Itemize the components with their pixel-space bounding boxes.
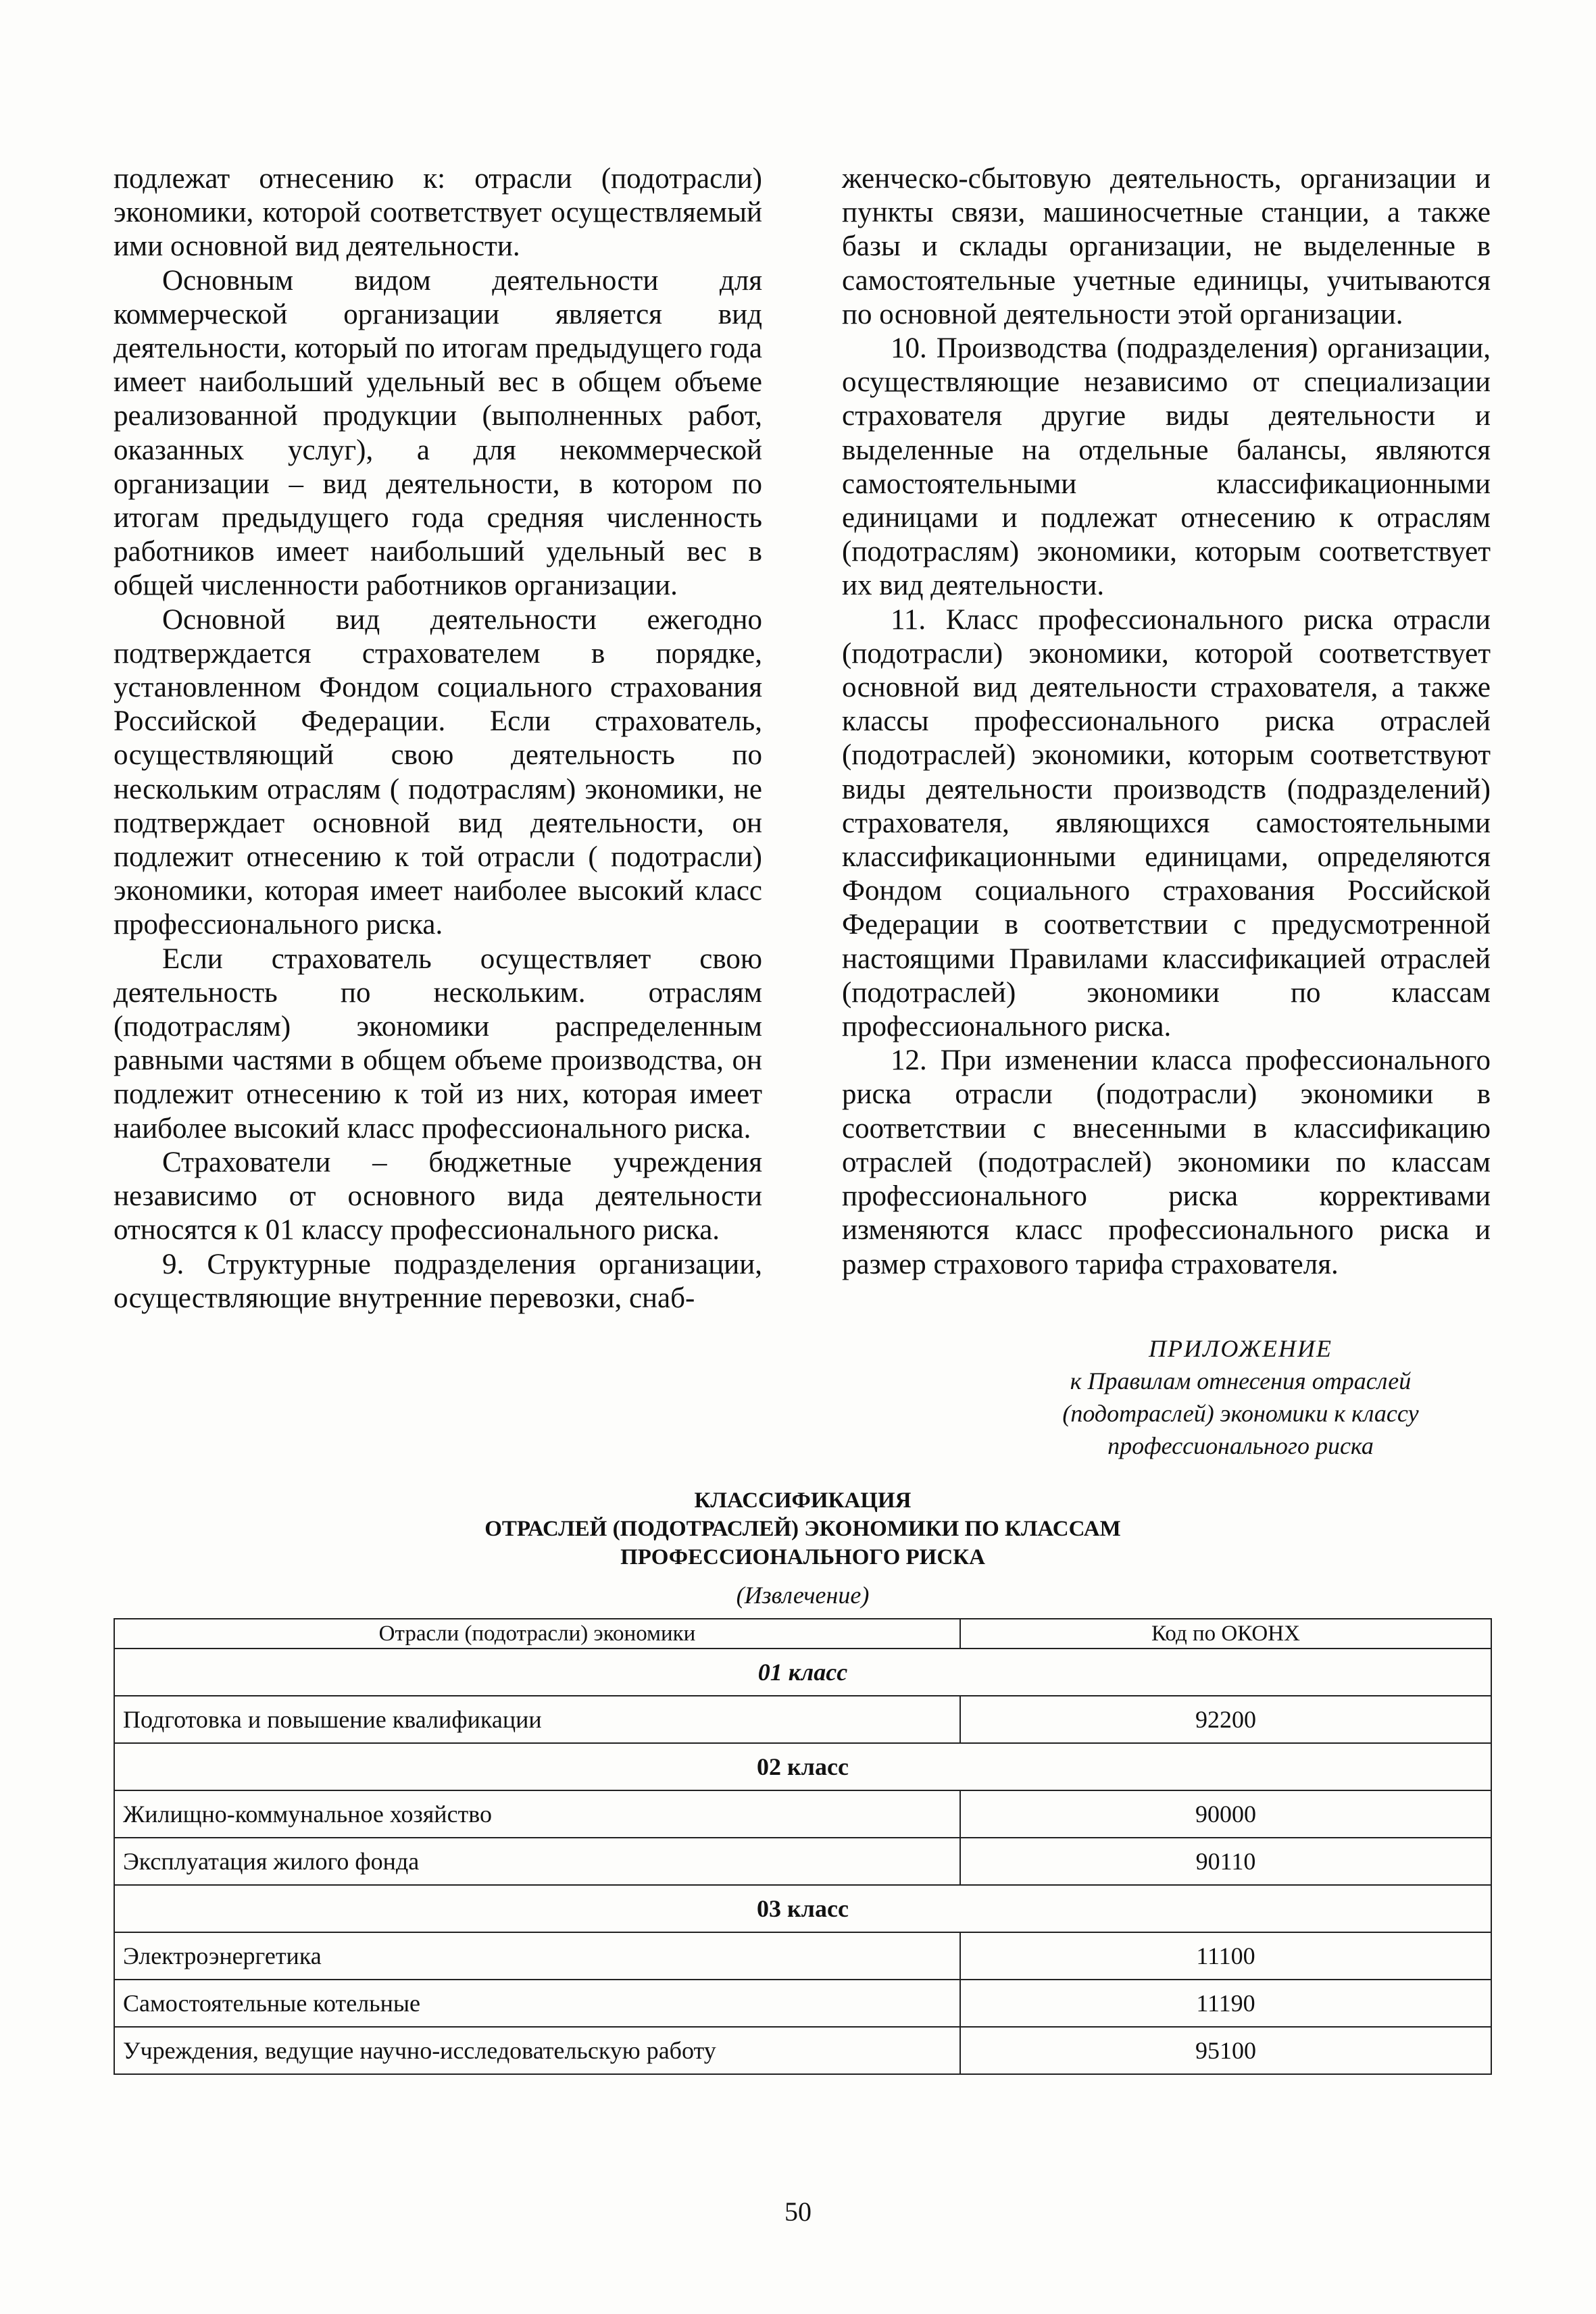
paragraph: 12. При изменении класса профессионального риска отрасли (подотрасли) экономики в соответствии с внесенными в классификацию отраслей (подотраслей) экономики по классам профессионального риска коррективами изменяются класс профессионального риска и размер страхового тарифа страхователя. <box>842 1045 1491 1280</box>
paragraph: Основной вид деятельности ежегодно подтверждается страхователем в порядке, установленном Фондом социального страхования Российской Федерации. Если страхователь, осуществляющий свою деятельность по нескольким отраслям ( подотраслям) экономики, не подтверждает основной вид деятельности, он подлежит отнесению к той отрасли ( подотрасли) экономики, которая имеет наиболее высокий класс профессионального риска. <box>114 603 762 941</box>
table-row <box>114 1696 1491 1743</box>
table-row <box>114 2027 1491 2074</box>
page-number: 50 <box>784 2196 812 2227</box>
paragraph: 11. Класс профессионального риска отрасли (подотрасли) экономики, которой соответствует основной вид деятельности страхователя, а также классы профессионального риска отраслей (подотраслей) экономики, которым соответствуют виды деятельности производств (подразделений) страхователя, являющихся самостоятельными классификационными единицами, определяются Фондом социального страхования Российской Федерации в соответствии с предусмотренной настоящими Правилами классификацией отраслей (подотраслей) экономики по классам профессионального риска. <box>842 603 1491 1043</box>
appendix-line: к Правилам отнесения отраслей <box>1070 1367 1412 1394</box>
classification-title <box>114 1486 1492 1571</box>
industry-cell: Жилищно-коммунальное хозяйство <box>114 1790 960 1838</box>
paragraph: женческо-сбытовую деятельность, организации и пункты связи, машиносчетные станции, а также базы и склады организации, не выделенные в самостоятельные учетные единицы, учитываются по основной деятельности этой организации. <box>842 163 1491 330</box>
extract-label: (Извлечение) <box>736 1582 870 1609</box>
classification-table <box>114 1618 1492 2075</box>
paragraph: подлежат отнесению к: отрасли (подотрасли) экономики, которой соответствует осуществляемый ими основной вид деятельности. <box>114 163 762 263</box>
industry-cell: Самостоятельные котельные <box>114 1980 960 2027</box>
industry-cell: Электроэнергетика <box>114 1932 960 1980</box>
paragraph: Страхователи – бюджетные учреждения независимо от основного вида деятельности относятся к 01 классу профессионального риска. <box>114 1146 762 1247</box>
header-code: Код по ОКОНХ <box>960 1619 1491 1649</box>
text-columns <box>114 162 1491 1314</box>
class-label: 02 класс <box>114 1743 1491 1790</box>
industry-cell: Подготовка и повышение квалификации <box>114 1696 960 1743</box>
code-cell: 95100 <box>960 2027 1491 2074</box>
paragraph: Основным видом деятельности для коммерческой организации является вид деятельности, который по итогам предыдущего года имеет наибольший удельный вес в общем объеме реализованной продукции (выполненных работ, оказанных услуг), а для некоммерческой организации – вид деятельности, в котором по итогам предыдущего года средняя численность работников имеет наибольший удельный вес в общей численности работников организации. <box>114 264 762 602</box>
title-line: КЛАССИФИКАЦИЯ <box>694 1488 912 1513</box>
title-line: ПРОФЕССИОНАЛЬНОГО РИСКА <box>620 1545 985 1569</box>
paragraph: 9. Структурные подразделения организации, осуществляющие внутренние перевозки, снаб- <box>114 1248 762 1314</box>
appendix-heading: ПРИЛОЖЕНИЕ <box>1149 1335 1332 1362</box>
code-cell: 90110 <box>960 1838 1491 1885</box>
table-row <box>114 1932 1491 1980</box>
code-cell: 11100 <box>960 1932 1491 1980</box>
industry-cell: Учреждения, ведущие научно-исследовательскую работу <box>114 2027 960 2074</box>
class-row <box>114 1649 1491 1696</box>
class-label: 03 класс <box>114 1885 1491 1932</box>
industry-cell: Эксплуатация жилого фонда <box>114 1838 960 1885</box>
table-header-row <box>114 1619 1491 1649</box>
class-row <box>114 1743 1491 1790</box>
code-cell: 90000 <box>960 1790 1491 1838</box>
header-industry: Отрасли (подотрасли) экономики <box>114 1619 960 1649</box>
class-label: 01 класс <box>114 1649 1491 1696</box>
code-cell: 11190 <box>960 1980 1491 2027</box>
right-column <box>842 162 1491 1311</box>
paragraph: 10. Производства (подразделения) организации, осуществляющие независимо от специализации страхователя другие виды деятельности и выделенные на отдельные балансы, являются самостоятельными классификационными единицами и подлежат отнесению к отраслям (подотраслям) экономики, которым соответствует их вид деятельности. <box>842 332 1491 602</box>
table-row <box>114 1790 1491 1838</box>
appendix-line: (подотраслей) экономики к классу <box>1062 1400 1419 1427</box>
title-line: ОТРАСЛЕЙ (ПОДОТРАСЛЕЙ) ЭКОНОМИКИ ПО КЛАССАМ <box>484 1517 1121 1541</box>
code-cell: 92200 <box>960 1696 1491 1743</box>
left-column <box>114 162 762 1314</box>
table-row <box>114 1980 1491 2027</box>
class-row <box>114 1885 1491 1932</box>
paragraph: Если страхователь осуществляет свою деятельность по нескольким. отраслям (подотраслям) экономики распределенным равными частями в общем объеме производства, он подлежит отнесению к той из них, которая имеет наиболее высокий класс профессионального риска. <box>114 942 762 1145</box>
appendix-line: профессионального риска <box>1107 1432 1374 1459</box>
appendix-note <box>1004 1332 1477 1462</box>
table-row <box>114 1838 1491 1885</box>
